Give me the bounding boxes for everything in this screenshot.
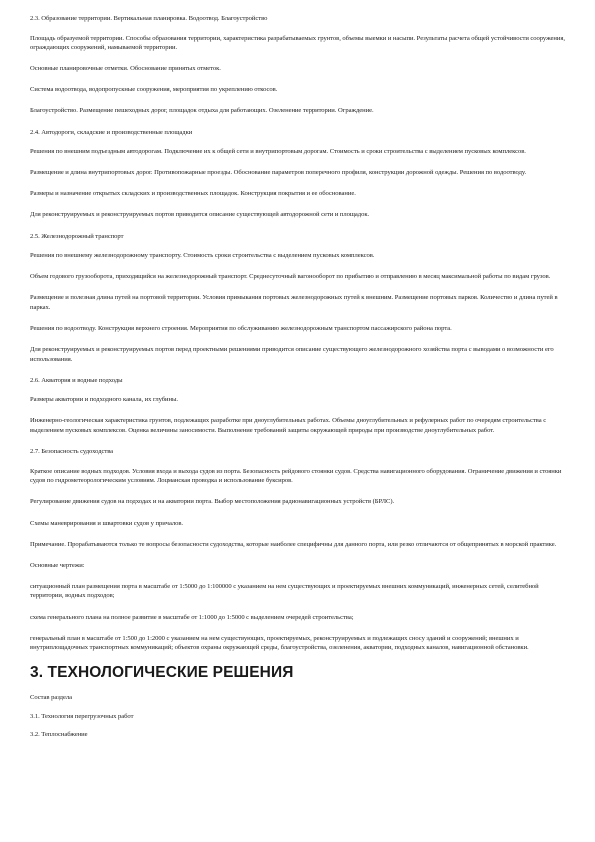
paragraph: генеральный план в масштабе от 1:500 до 1:2000 с указанием на нем существующих, проектируемых, реконструируемых и подлежащих сносу зданий и сооружений; внешних и внутриплощадочных транспортных коммуникаций; объектов охраны окружающей среды, благоустройства, озеленения, акватории, подходных каналов, навигационной обстановки. [30, 634, 529, 652]
paragraph: Инженерно-геологическая характеристика грунтов, подлежащих разработке при дноуглубительных работах. Объемы дноуглубительных и рефулерных работ по очередям строительства с выделением пусковых комплексов. Оценка величины заносимости. Выполнение требований защиты окружающей природы при производстве дноуглубительных работ. [30, 417, 547, 435]
paragraph: Размещение и длина внутрипортовых дорог. Противопожарные проезды. Обоснование параметров поперечного профиля, конструкции дорожной одежды. Решения по водоотводу. [30, 169, 527, 177]
paragraph: 3.1. Технология перегрузочных работ [30, 712, 134, 720]
paragraph: Примечание. Прорабатываются только те вопросы безопасности судоходства, которые наиболее специфичны для данного порта, или резко отличаются от общепринятых в морской практике. [30, 540, 557, 548]
paragraph: Для реконструируемых и реконструируемых портов приводится описание существующей автодорожной сети и площадок. [30, 211, 370, 219]
paragraph: Краткое описание водных подходов. Условия входа и выхода судов из порта. Безопасность рейдового стоянки судов. Средства навигационного оборудования. Ограничение движения и стоянки судов по гидрометеорологическим условиям. Лоцманская проводка и использование буксиров. [30, 467, 562, 485]
paragraph: схема генерального плана на полное развитие в масштабе от 1:1000 до 1:5000 с выделением очередей строительства; [30, 613, 354, 621]
subsection-heading: 2.5. Железнодорожный транспорт [30, 232, 124, 240]
paragraph: ситуационный план размещения порта в масштабе от 1:5000 до 1:100000 с указанием на нем существующих и проектируемых внешних коммуникаций, инженерных сетей, селитебной территории, водных подходов; [30, 582, 539, 600]
paragraph: Основные чертежи: [30, 561, 85, 569]
subsection-heading: 2.6. Акватория и водные подходы [30, 376, 123, 384]
section-heading: 3. ТЕХНОЛОГИЧЕСКИЕ РЕШЕНИЯ [30, 664, 294, 682]
paragraph: Размеры акватории и подходного канала, их глубины. [30, 396, 178, 404]
paragraph: Площадь образуемой территории. Способы образования территории, характеристика разрабатываемых грунтов, объемы выемки и насыпи. Результаты расчета общей устойчивости сооружения, ограждающих сооружений, намываемой территории. [30, 34, 565, 52]
paragraph: 3.2. Теплоснабжение [30, 731, 88, 739]
paragraph: Основные планировочные отметки. Обоснование принятых отметок. [30, 65, 221, 73]
paragraph: Благоустройство. Размещение пешеходных дорог, площадок отдыха для работающих. Озеленение территории. Ограждение. [30, 107, 374, 115]
paragraph: Объем годового грузооборота, приходящийся на железнодорожный транспорт. Среднесуточный вагонооборот по прибытию и отправлению в месяц максимальной работы по видам грузов. [30, 273, 551, 281]
paragraph: Система водоотвода, водопропускные сооружения, мероприятия по укреплению откосов. [30, 86, 278, 94]
paragraph: Размеры и назначение открытых складских и производственных площадок. Конструкция покрытия и ее обоснование. [30, 190, 356, 198]
paragraph: Схемы маневрирования и швартовки судов у причалов. [30, 519, 184, 527]
paragraph: Регулирование движения судов на подходах и на акватории порта. Выбор местоположения радионавигационных устройств (БРЛС). [30, 498, 395, 506]
paragraph: Решения по внешнему железнодорожному транспорту. Стоимость сроки строительства с выделением пусковых комплексов. [30, 252, 375, 260]
subsection-heading: 2.3. Образование территории. Вертикальная планировка. Водоотвод. Благоустройство [30, 15, 268, 22]
paragraph: Решения по водоотводу. Конструкция верхнего строения. Мероприятия по обслуживанию железнодорожным транспортом пассажирского района порта. [30, 325, 452, 332]
document-page [30, 14, 570, 749]
subsection-heading: 2.7. Безопасность судоходства [30, 448, 114, 456]
paragraph: Решения по внешним подъездным автодорогам. Подключение их к общей сети и внутрипортовым дорогам. Стоимость и сроки строительства с выделением пусковых комплексов. [30, 148, 526, 156]
paragraph: Для реконструируемых и реконструируемых портов перед проектными решениями приводится описание существующего железнодорожного хозяйства порта с выводами о возможности его использования. [30, 346, 554, 363]
paragraph: Состав раздела [30, 694, 72, 702]
subsection-heading: 2.4. Автодороги, складские и производственные площадки [30, 128, 193, 136]
paragraph: Размещение и полезная длина путей на портовой территории. Условия примыкания портовых железнодорожных путей к внешним. Размещение портовых парков. Количество и длина путей в парках. [30, 294, 558, 311]
